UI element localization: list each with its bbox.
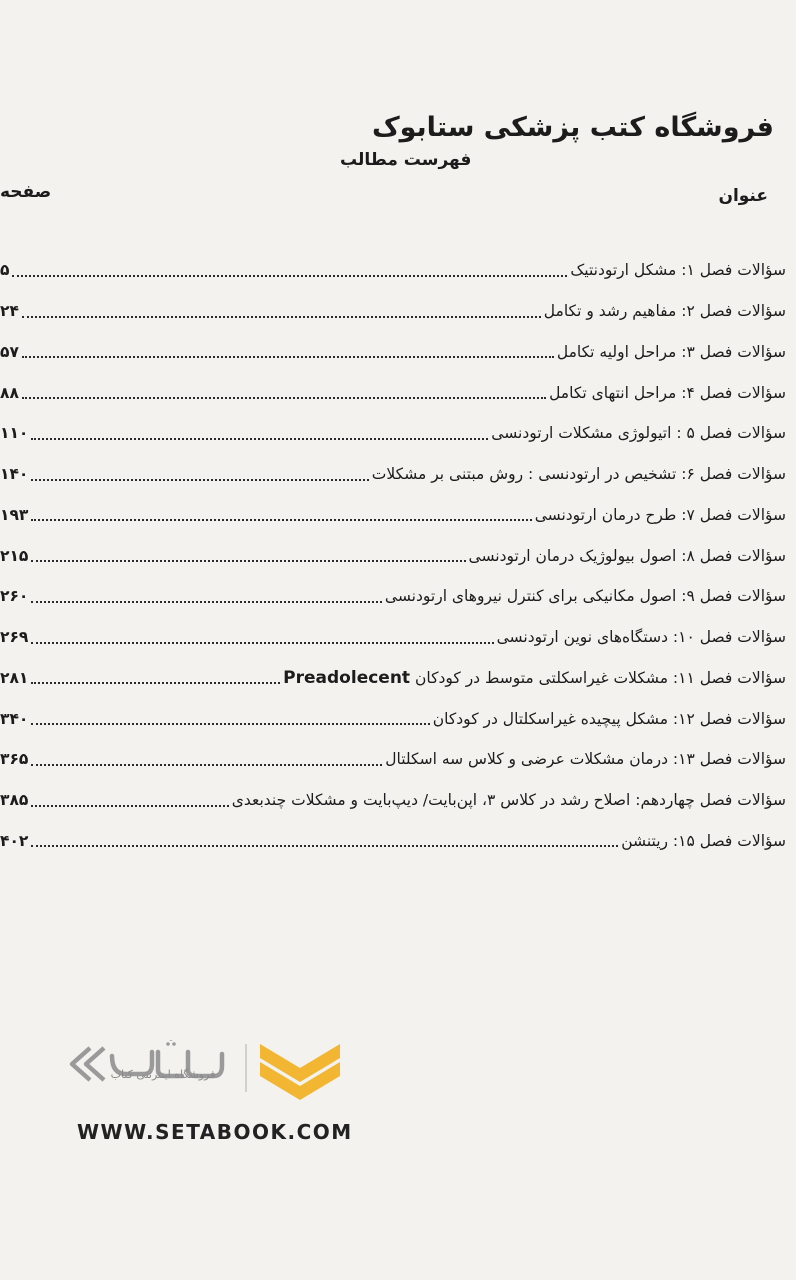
leader-dots bbox=[31, 641, 493, 644]
toc-row bbox=[0, 658, 786, 699]
leader-dots bbox=[31, 559, 465, 562]
toc-row bbox=[0, 576, 786, 617]
leader-dots bbox=[31, 600, 382, 603]
leader-dots bbox=[31, 518, 531, 521]
toc-row-title: سؤالات فصل ۵ : اتیولوژی مشکلات ارتودنسی bbox=[491, 424, 786, 443]
toc-row bbox=[0, 332, 786, 373]
toc-row-page: ۵۷ bbox=[0, 342, 19, 361]
toc-row bbox=[0, 821, 786, 862]
leader-dots bbox=[31, 804, 228, 807]
toc-row-title-group bbox=[283, 668, 786, 688]
leader-dots bbox=[31, 722, 429, 725]
column-header-title: عنوان bbox=[718, 186, 768, 206]
toc-row-title: سؤالات فصل ۳: مراحل اولیه تکامل bbox=[556, 342, 786, 361]
toc-title: فهرست مطالب bbox=[340, 150, 472, 170]
toc-row bbox=[0, 250, 786, 291]
toc-row-title: سؤالات فصل ۱۳: درمان مشکلات عرضی و کلاس سه اسکلتال bbox=[385, 750, 786, 769]
toc-row bbox=[0, 495, 786, 536]
store-title: فروشگاه کتب پزشکی ستابوک bbox=[371, 112, 774, 143]
toc-row-page: ۵ bbox=[0, 261, 10, 280]
toc-row-page: ۲۴ bbox=[0, 302, 19, 321]
toc-row-page: ۱۹۳ bbox=[0, 505, 29, 524]
leader-dots bbox=[22, 355, 554, 358]
toc-list bbox=[0, 250, 786, 861]
leader-dots bbox=[31, 681, 280, 684]
toc-row bbox=[0, 739, 786, 780]
column-header-page: صفحه bbox=[0, 182, 52, 202]
toc-row-title: سؤالات فصل ۲: مفاهیم رشد و تکامل bbox=[543, 302, 786, 321]
toc-row bbox=[0, 780, 786, 821]
toc-row-title: سؤالات فصل ۱۰: دستگاه‌های نوین ارتودنسی bbox=[496, 628, 786, 647]
toc-row-title: سؤالات فصل ۴: مراحل انتهای تکامل bbox=[549, 383, 786, 402]
toc-row-title: سؤالات فصل ۹: اصول مکانیکی برای کنترل نیروهای ارتودنسی bbox=[384, 587, 786, 606]
toc-row bbox=[0, 454, 786, 495]
toc-row-title: سؤالات فصل ۱۱: مشکلات غیراسکلتی متوسط در کودکان bbox=[415, 668, 786, 687]
website-url[interactable]: WWW.SETABOOK.COM bbox=[77, 1120, 353, 1144]
toc-row-title: سؤالات فصل ۶: تشخیص در ارتودنسی : روش مبتنی بر مشکلات bbox=[371, 465, 786, 484]
toc-row-title: سؤالات فصل ۱۵: ریتنشن bbox=[621, 831, 786, 850]
toc-row-title: سؤالات فصل چهاردهم: اصلاح رشد در کلاس ۳، اپن‌بایت/ دیپ‌بایت و مشکلات چندبعدی bbox=[231, 791, 786, 810]
logo-subtitle: فروشگاه اینترنتی کتاب bbox=[110, 1068, 216, 1081]
toc-row bbox=[0, 698, 786, 739]
toc-row-title: سؤالات فصل ۱: مشکل ارتودنتیک bbox=[570, 261, 786, 280]
leader-dots bbox=[31, 478, 368, 481]
toc-row-page: ۲۸۱ bbox=[0, 668, 29, 687]
gold-chevron-icon bbox=[260, 1044, 340, 1100]
toc-row-page: ۳۴۰ bbox=[0, 709, 29, 728]
leader-dots bbox=[12, 274, 567, 277]
toc-row-page: ۲۱۵ bbox=[0, 546, 29, 565]
toc-row-page: ۱۱۰ bbox=[0, 424, 29, 443]
leader-dots bbox=[22, 396, 546, 399]
toc-row bbox=[0, 291, 786, 332]
toc-row bbox=[0, 413, 786, 454]
toc-row-page: ۴۰۲ bbox=[0, 831, 29, 850]
toc-row-page: ۲۶۹ bbox=[0, 628, 29, 647]
toc-row-page: ۳۸۵ bbox=[0, 791, 29, 810]
toc-row-title-en: Preadolecent bbox=[283, 667, 411, 688]
toc-row-title: سؤالات فصل ۱۲: مشکل پیچیده غیراسکلتال در کودکان bbox=[432, 709, 786, 728]
leader-dots bbox=[31, 437, 488, 440]
toc-row-page: ۳۶۵ bbox=[0, 750, 29, 769]
toc-row-title: سؤالات فصل ۸: اصول بیولوژیک درمان ارتودنسی bbox=[468, 546, 786, 565]
leader-dots bbox=[31, 763, 382, 766]
toc-row bbox=[0, 372, 786, 413]
leader-dots bbox=[31, 844, 618, 847]
toc-row bbox=[0, 535, 786, 576]
toc-row bbox=[0, 617, 786, 658]
leader-dots bbox=[22, 315, 541, 318]
toc-row-page: ۲۶۰ bbox=[0, 587, 29, 606]
toc-row-title: سؤالات فصل ۷: طرح درمان ارتودنسی bbox=[534, 505, 786, 524]
toc-row-page: ۸۸ bbox=[0, 383, 19, 402]
toc-row-page: ۱۴۰ bbox=[0, 465, 29, 484]
